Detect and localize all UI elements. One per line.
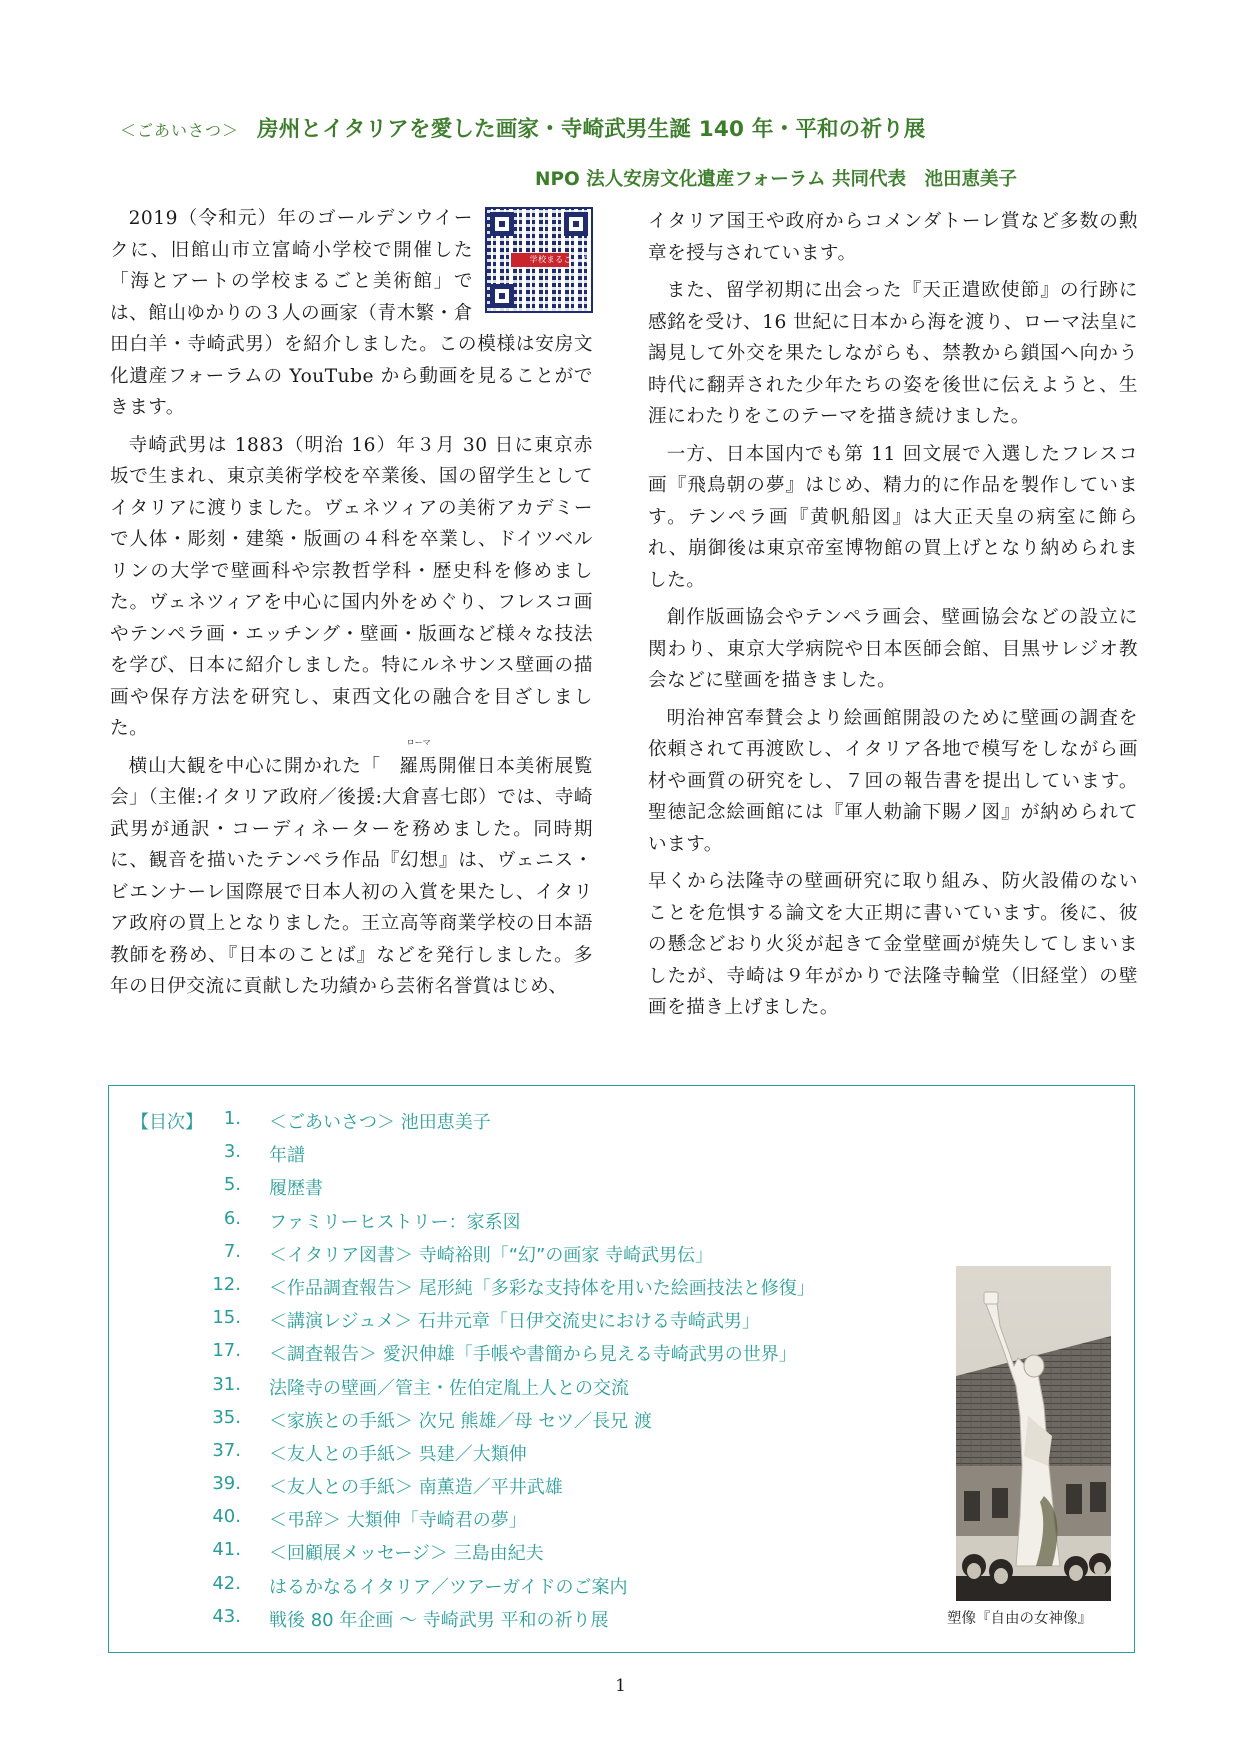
toc-item[interactable] xyxy=(201,1374,815,1407)
toc-page-number: 1. xyxy=(223,1108,241,1129)
paragraph-meiji-shrine: 明治神宮奉賛会より絵画館開設のために壁画の調査を依頼されて再渡欧し、イタリア各地で模写をしながら画材や画質の研究をし、７回の報告書を提出しています。聖徳記念絵画館には『軍人勅諭下賜ノ図』が納められています。 xyxy=(648,707,1138,855)
paragraph-tensho-embassy: また、留学初期に出会った『天正遣欧使節』の行跡に感銘を受け、16 世紀に日本から海を渡り、ローマ法皇に謁見して外交を果たしながらも、禁教から鎖国へ向かう時代に翻弄された少年たちの姿を後世に伝えようと、生涯にわたりをこのテーマを描き続けました。 xyxy=(648,280,1138,427)
toc-page-number: 3. xyxy=(223,1141,241,1163)
toc-item[interactable] xyxy=(201,1174,815,1207)
toc-item-title: ＜講演レジュメ＞ 石井元章「日伊交流史における寺崎武男」 xyxy=(269,1311,760,1333)
toc-page-number: 43. xyxy=(212,1605,241,1627)
ruby-word xyxy=(381,737,438,783)
toc-item[interactable] xyxy=(201,1241,815,1274)
paragraph-associations: 創作版画協会やテンペラ画会、壁画協会などの設立に関わり、東京大学病院や日本医師会館、目黒サレジオ教会などに壁画を描きました。 xyxy=(648,607,1138,691)
toc-page-number: 40. xyxy=(212,1506,241,1528)
ruby-base: 羅馬 xyxy=(399,755,438,777)
greeting-label: ＜ごあいさつ＞ xyxy=(120,121,240,140)
paragraph-intro-text: 2019（令和元）年のゴールデンウイークに、旧館山市立富崎小学校で開催した「海とアートの学校まるごと美術館」では、館山ゆかりの３人の画家（青木繁・倉田白羊・寺崎武男）を紹介しました。この模様は安房文化遺産フォーラムの YouTube から動画を見ることができます。 xyxy=(110,208,593,418)
toc-item-title: ＜家族との手紙＞ 次兄 熊雄／母 セツ／長兄 渡 xyxy=(269,1410,652,1432)
toc-page-number: 37. xyxy=(212,1439,241,1461)
toc-item[interactable] xyxy=(201,1208,815,1241)
toc-item[interactable] xyxy=(201,1108,815,1141)
toc-item-title: ファミリーヒストリー：家系図 xyxy=(269,1211,521,1233)
toc-list xyxy=(201,1108,815,1639)
photo-caption: 塑像『自由の女神像』 xyxy=(947,1611,1092,1627)
toc-item[interactable] xyxy=(201,1141,815,1174)
title-line xyxy=(120,112,1130,143)
qr-finder-pattern xyxy=(564,212,588,236)
paragraph-continuation: イタリア国王や政府からコメンダトーレ賞など多数の勲章を授与されています。 xyxy=(648,211,1138,264)
toc-item[interactable] xyxy=(201,1539,815,1572)
toc-page-number: 42. xyxy=(212,1572,241,1594)
toc-page-number: 41. xyxy=(212,1539,241,1561)
toc-item-title: ＜弔辞＞ 大類伸「寺崎君の夢」 xyxy=(269,1510,527,1532)
toc-page-number: 31. xyxy=(212,1373,241,1395)
qr-finder-pattern xyxy=(490,284,514,308)
toc-item-title: ＜友人との手紙＞ 呉建／大類伸 xyxy=(269,1443,527,1465)
toc-item[interactable] xyxy=(201,1340,815,1373)
text-segment: 開催日本美術展覧会」（主催:イタリア政府／後援:大倉喜七郎）では、寺崎武男が通訳・コーディネーターを務めました。同時期に、観音を描いたテンペラ作品『幻想』は、ヴェニス・ビエンナーレ国際展で日本人初の入賞を果たし、イタリア政府の買上となりました。王立高等商業学校の日本語教師を務め、『日本のことば』などを発行しました。多年の日伊交流に貢献した功績から芸術名誉賞はじめ、 xyxy=(110,755,593,997)
toc-item[interactable] xyxy=(201,1506,815,1539)
paragraph-biography: 寺崎武男は 1883（明治 16）年３月 30 日に東京赤坂で生まれ、東京美術学校を卒業後、国の留学生としてイタリアに渡りました。ヴェネツィアの美術アカデミーで人体・彫刻・建築・版画の４科を卒業し、ドイツベルリンの大学で壁画科や宗教哲学科・歴史科を修めました。ヴェネツィアを中心に国内外をめぐり、フレスコ画やテンペラ画・エッチング・壁画・版画など様々な技法を学び、日本に紹介しました。特にルネサンス壁画の描画や保存方法を研究し、東西文化の融合を目ざしました。 xyxy=(110,434,593,739)
paragraph-intro xyxy=(110,203,593,424)
toc-item[interactable] xyxy=(201,1573,815,1606)
author-organization: NPO 法人安房文化遺産フォーラム 共同代表 池田恵美子 xyxy=(535,169,1018,190)
qr-code-icon[interactable] xyxy=(485,207,593,313)
toc-item[interactable] xyxy=(201,1473,815,1506)
paragraph-horyuji: 早くから法隆寺の壁画研究に取り組み、防火設備のないことを危惧する論文を大正期に書いています。後に、彼の懸念どおり火災が起きて金堂壁画が焼失してしまいましたが、寺崎は９年がかりで法隆寺輪堂（旧経堂）の壁画を描き上げました。 xyxy=(648,871,1138,1018)
toc-page-number: 5. xyxy=(223,1174,241,1196)
statue-photo-image xyxy=(956,1266,1111,1601)
paragraph-rome-exhibition xyxy=(110,737,593,1003)
page-number: 1 xyxy=(615,1676,626,1696)
toc-item-title: ＜イタリア図書＞ 寺崎裕則「“幻”の画家 寺崎武男伝」 xyxy=(269,1244,714,1266)
toc-item-title: ＜作品調査報告＞ 尾形純「多彩な支持体を用いた絵画技法と修復」 xyxy=(269,1277,815,1299)
statue-photo xyxy=(956,1266,1111,1601)
toc-page-number: 35. xyxy=(212,1406,241,1428)
text-segment: 横山大観を中心に開かれた「 xyxy=(128,755,381,777)
toc-item-title: ＜ごあいさつ＞ 池田恵美子 xyxy=(269,1112,491,1133)
toc-page-number: 6. xyxy=(223,1207,241,1229)
toc-item-title: ＜友人との手紙＞ 南薫造／平井武雄 xyxy=(269,1477,563,1499)
page-header xyxy=(120,112,1130,143)
qr-finder-pattern xyxy=(490,212,514,236)
toc-item[interactable] xyxy=(201,1440,815,1473)
toc-item-title: ＜調査報告＞ 愛沢伸雄「手帳や書簡から見える寺崎武男の世界」 xyxy=(269,1344,797,1366)
toc-item-title: 法隆寺の壁画／管主・佐伯定胤上人との交流 xyxy=(269,1377,629,1399)
ruby-reading: ローマ xyxy=(406,737,431,747)
paragraph-domestic-works: 一方、日本国内でも第 11 回文展で入選したフレスコ画『飛鳥朝の夢』はじめ、精力的に作品を製作しています。テンペラ画『黄帆船図』は大正天皇の病室に飾られ、崩御後は東京帝室博物館の買上げとなり納められました。 xyxy=(648,443,1138,591)
toc-item-title: 年譜 xyxy=(269,1145,305,1167)
toc-page-number: 12. xyxy=(212,1273,241,1295)
toc-item[interactable] xyxy=(201,1307,815,1340)
toc-item[interactable] xyxy=(201,1606,815,1639)
qr-badge: 学校まるごと美 xyxy=(511,253,569,267)
toc-item-title: ＜回顧展メッセージ＞ 三島由紀夫 xyxy=(269,1543,544,1565)
toc-item-title: はるかなるイタリア／ツアーガイドのご案内 xyxy=(269,1576,628,1598)
toc-page-number: 39. xyxy=(212,1473,241,1495)
toc-item-title: 履歴書 xyxy=(269,1178,323,1200)
toc-page-number: 17. xyxy=(212,1340,241,1362)
toc-item[interactable] xyxy=(201,1407,815,1440)
toc-page-number: 15. xyxy=(212,1307,241,1329)
toc-page-number: 7. xyxy=(223,1240,241,1262)
toc-item[interactable] xyxy=(201,1274,815,1307)
body-column-left xyxy=(110,203,593,1003)
page-title: 房州とイタリアを愛した画家・寺崎武男生誕 140 年・平和の祈り展 xyxy=(257,117,926,142)
toc-heading: 【目次】 xyxy=(131,1112,203,1133)
body-column-right xyxy=(648,206,1138,1024)
toc-item-title: 戦後 80 年企画 ～ 寺崎武男 平和の祈り展 xyxy=(269,1609,609,1631)
table-of-contents xyxy=(108,1085,1135,1653)
